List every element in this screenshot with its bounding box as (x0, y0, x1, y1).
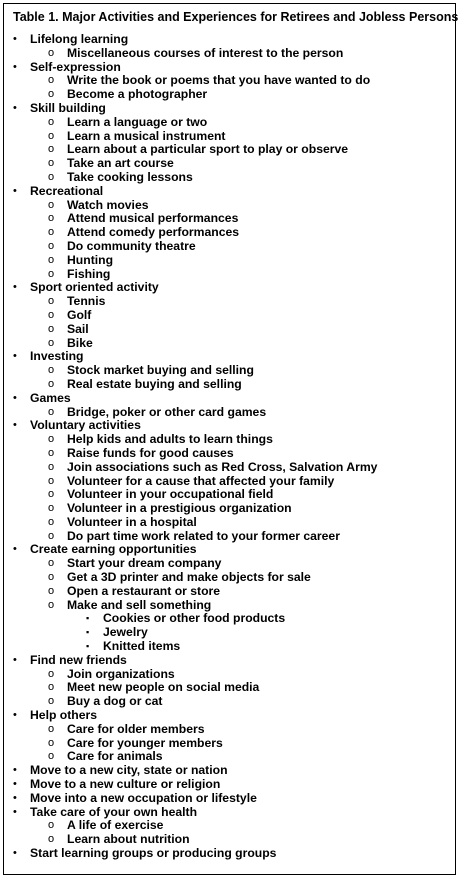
activity-item-label: Care for younger members (67, 735, 223, 750)
circle-bullet-icon: o (48, 115, 55, 128)
bullet-icon: • (13, 764, 17, 777)
activity-subitem-label: Cookies or other food products (103, 611, 286, 626)
activity-item (0, 433, 463, 447)
activity-item (0, 695, 463, 709)
activity-item (0, 447, 463, 461)
circle-bullet-icon: o (48, 308, 55, 321)
activity-item (0, 143, 463, 157)
activity-category (0, 792, 463, 806)
activity-item-label: Take cooking lessons (67, 169, 193, 184)
activity-item (0, 47, 463, 61)
bullet-icon: • (13, 791, 17, 804)
circle-bullet-icon: o (48, 212, 55, 225)
circle-bullet-icon: o (48, 336, 55, 349)
circle-bullet-icon: o (48, 253, 55, 266)
activity-item (0, 226, 463, 240)
bullet-icon: • (13, 709, 17, 722)
circle-bullet-icon: o (48, 239, 55, 252)
activity-category (0, 185, 463, 199)
activity-item-label: Tennis (67, 294, 106, 309)
activity-item-label: Become a photographer (67, 87, 208, 102)
activity-subitem (0, 626, 463, 640)
activity-item-label: Buy a dog or cat (67, 694, 163, 709)
activity-subitem-label: Jewelry (103, 625, 148, 640)
activity-category (0, 806, 463, 820)
activity-item-label: Start your dream company (67, 556, 222, 571)
activity-category (0, 102, 463, 116)
circle-bullet-icon: o (48, 474, 55, 487)
activity-item-label: Fishing (67, 266, 111, 281)
square-bullet-icon: ▪ (86, 613, 90, 624)
activity-item-label: A life of exercise (67, 818, 164, 833)
activity-item (0, 461, 463, 475)
activity-category (0, 778, 463, 792)
activity-item-label: Attend musical performances (67, 211, 239, 226)
activity-item (0, 599, 463, 613)
bullet-icon: • (13, 101, 17, 114)
activity-item-label: Help kids and adults to learn things (67, 432, 273, 447)
activity-item-label: Learn about nutrition (67, 832, 190, 847)
activity-item-label: Real estate buying and selling (67, 376, 242, 391)
activity-item-label: Care for older members (67, 721, 205, 736)
circle-bullet-icon: o (48, 529, 55, 542)
bullet-icon: • (13, 847, 17, 860)
activity-category (0, 419, 463, 433)
circle-bullet-icon: o (48, 819, 55, 832)
bullet-icon: • (13, 391, 17, 404)
activity-item (0, 406, 463, 420)
circle-bullet-icon: o (48, 557, 55, 570)
activity-item-label: Miscellaneous courses of interest to the person (67, 45, 344, 60)
activity-category-label: Self-expression (30, 59, 121, 74)
activity-category (0, 847, 463, 861)
activity-item-label: Stock market buying and selling (67, 363, 254, 378)
bullet-icon: • (13, 184, 17, 197)
activity-category (0, 709, 463, 723)
activity-item-label: Volunteer in a prestigious organization (67, 501, 292, 516)
activity-category-label: Games (30, 390, 71, 405)
table-title: Table 1. Major Activities and Experiences for Retirees and Jobless Persons (13, 10, 459, 24)
circle-bullet-icon: o (48, 833, 55, 846)
circle-bullet-icon: o (48, 736, 55, 749)
circle-bullet-icon: o (48, 750, 55, 763)
activity-item (0, 254, 463, 268)
bullet-icon: • (13, 33, 17, 45)
activity-category-label: Start learning groups or producing groups (30, 846, 277, 861)
activity-item (0, 323, 463, 337)
activity-category (0, 33, 463, 47)
activity-item-label: Join organizations (67, 666, 175, 681)
activity-category-label: Skill building (30, 100, 106, 115)
activity-item (0, 723, 463, 737)
activity-item-label: Sail (67, 321, 89, 336)
activity-item (0, 819, 463, 833)
circle-bullet-icon: o (48, 74, 55, 87)
activity-item-label: Volunteer for a cause that affected your family (67, 473, 335, 488)
circle-bullet-icon: o (48, 515, 55, 528)
activity-category (0, 350, 463, 364)
activity-subitem (0, 640, 463, 654)
activity-item-label: Learn about a particular sport to play or observe (67, 142, 349, 157)
activity-item (0, 668, 463, 682)
bullet-icon: • (13, 543, 17, 556)
circle-bullet-icon: o (48, 129, 55, 142)
activity-category-label: Find new friends (30, 652, 127, 667)
activity-item-label: Volunteer in your occupational field (67, 487, 274, 502)
circle-bullet-icon: o (48, 170, 55, 183)
activity-item-label: Bridge, poker or other card games (67, 404, 267, 419)
activity-item (0, 157, 463, 171)
circle-bullet-icon: o (48, 295, 55, 308)
circle-bullet-icon: o (48, 681, 55, 694)
circle-bullet-icon: o (48, 695, 55, 708)
activity-item (0, 750, 463, 764)
circle-bullet-icon: o (48, 88, 55, 101)
circle-bullet-icon: o (48, 667, 55, 680)
activity-list (0, 33, 463, 861)
activity-item (0, 502, 463, 516)
activity-item (0, 74, 463, 88)
activity-item-label: Do part time work related to your former career (67, 528, 340, 543)
square-bullet-icon: ▪ (86, 641, 90, 652)
activity-item-label: Get a 3D printer and make objects for sale (67, 570, 311, 585)
activity-category-label: Help others (30, 708, 98, 723)
activity-item (0, 337, 463, 351)
activity-item-label: Care for animals (67, 749, 163, 764)
activity-item-label: Learn a musical instrument (67, 128, 226, 143)
activity-category-label: Create earning opportunities (30, 542, 197, 557)
activity-category (0, 654, 463, 668)
activity-subitem-label: Knitted items (103, 639, 181, 654)
circle-bullet-icon: o (48, 198, 55, 211)
activity-item (0, 130, 463, 144)
circle-bullet-icon: o (48, 364, 55, 377)
circle-bullet-icon: o (48, 46, 55, 59)
activity-item-label: Take an art course (67, 156, 174, 171)
activity-subitem (0, 612, 463, 626)
circle-bullet-icon: o (48, 460, 55, 473)
activity-item (0, 171, 463, 185)
circle-bullet-icon: o (48, 377, 55, 390)
circle-bullet-icon: o (48, 488, 55, 501)
activity-item (0, 516, 463, 530)
activity-category-label: Investing (30, 349, 84, 364)
activity-category-label: Move to a new city, state or nation (30, 763, 228, 778)
activity-item-label: Make and sell something (67, 597, 212, 612)
activity-item (0, 199, 463, 213)
bullet-icon: • (13, 60, 17, 73)
activity-item-label: Hunting (67, 252, 114, 267)
activity-item-label: Attend comedy performances (67, 225, 240, 240)
bullet-icon: • (13, 653, 17, 666)
activity-category-label: Voluntary activities (30, 418, 141, 433)
bullet-icon: • (13, 350, 17, 363)
activity-item-label: Raise funds for good causes (67, 445, 234, 460)
activity-item (0, 475, 463, 489)
activity-item-label: Do community theatre (67, 238, 196, 253)
activity-category-label: Move into a new occupation or lifestyle (30, 790, 257, 805)
activity-category-label: Sport oriented activity (30, 280, 159, 295)
activity-item (0, 488, 463, 502)
circle-bullet-icon: o (48, 502, 55, 515)
activity-item (0, 557, 463, 571)
activity-category (0, 764, 463, 778)
activity-item-label: Join associations such as Red Cross, Salvation Army (67, 459, 378, 474)
circle-bullet-icon: o (48, 143, 55, 156)
bullet-icon: • (13, 778, 17, 791)
activity-item-label: Golf (67, 307, 92, 322)
circle-bullet-icon: o (48, 722, 55, 735)
activity-item-label: Write the book or poems that you have wanted to do (67, 73, 371, 88)
activity-item (0, 364, 463, 378)
activity-item (0, 295, 463, 309)
activity-item (0, 309, 463, 323)
circle-bullet-icon: o (48, 322, 55, 335)
activity-category (0, 281, 463, 295)
circle-bullet-icon: o (48, 433, 55, 446)
activity-item (0, 585, 463, 599)
activity-item-label: Bike (67, 335, 93, 350)
activity-category (0, 392, 463, 406)
circle-bullet-icon: o (48, 405, 55, 418)
activity-item (0, 530, 463, 544)
circle-bullet-icon: o (48, 157, 55, 170)
circle-bullet-icon: o (48, 267, 55, 280)
bullet-icon: • (13, 419, 17, 432)
activity-category (0, 543, 463, 557)
activity-category (0, 61, 463, 75)
activity-item (0, 833, 463, 847)
circle-bullet-icon: o (48, 226, 55, 239)
activity-item (0, 737, 463, 751)
circle-bullet-icon: o (48, 571, 55, 584)
circle-bullet-icon: o (48, 446, 55, 459)
activity-category-label: Move to a new culture or religion (30, 777, 221, 792)
activity-category-label: Take care of your own health (30, 804, 198, 819)
activity-category-label: Lifelong learning (30, 32, 129, 46)
circle-bullet-icon: o (48, 598, 55, 611)
bullet-icon: • (13, 805, 17, 818)
activity-item (0, 681, 463, 695)
activity-item (0, 378, 463, 392)
activity-item-label: Watch movies (67, 197, 149, 212)
square-bullet-icon: ▪ (86, 627, 90, 638)
activity-category-label: Recreational (30, 183, 104, 198)
activity-item (0, 571, 463, 585)
activity-item-label: Open a restaurant or store (67, 583, 221, 598)
circle-bullet-icon: o (48, 584, 55, 597)
activity-item-label: Meet new people on social media (67, 680, 260, 695)
activity-item-label: Volunteer in a hospital (67, 514, 197, 529)
activity-item (0, 240, 463, 254)
activity-item (0, 268, 463, 282)
activity-item-label: Learn a language or two (67, 114, 208, 129)
bullet-icon: • (13, 281, 17, 294)
activity-item (0, 88, 463, 102)
activity-item (0, 116, 463, 130)
activity-item (0, 212, 463, 226)
